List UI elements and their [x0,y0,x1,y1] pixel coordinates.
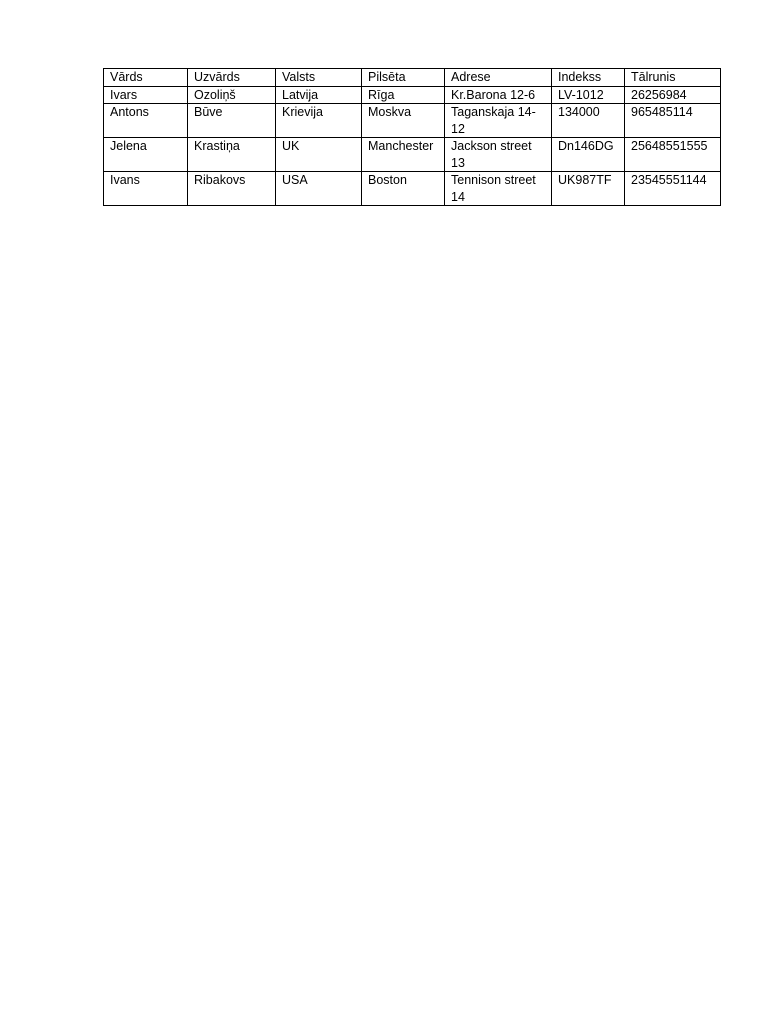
table-row [104,138,721,172]
table-cell: Ozoliņš [188,86,276,104]
table-cell: Antons [104,104,188,138]
table-cell: Ribakovs [188,172,276,206]
header-cell-vards: Vārds [104,69,188,87]
table-cell: Krastiņa [188,138,276,172]
table-row [104,104,721,138]
table-row [104,86,721,104]
table-cell: LV-1012 [552,86,625,104]
header-cell-indekss: Indekss [552,69,625,87]
table-cell: Jelena [104,138,188,172]
table-cell: Boston [362,172,445,206]
table-header-row [104,69,721,87]
header-cell-adrese: Adrese [445,69,552,87]
table-cell: 23545551144 [625,172,721,206]
table-cell: Taganskaja 14-12 [445,104,552,138]
table-cell: 965485114 [625,104,721,138]
table-cell: Ivars [104,86,188,104]
table-cell: 26256984 [625,86,721,104]
table-cell: 134000 [552,104,625,138]
contacts-table [103,68,721,206]
table-cell: UK [276,138,362,172]
table-row [104,172,721,206]
table-cell: USA [276,172,362,206]
header-cell-valsts: Valsts [276,69,362,87]
table-cell: UK987TF [552,172,625,206]
header-cell-pilseta: Pilsēta [362,69,445,87]
table-cell: Dn146DG [552,138,625,172]
table-cell: Moskva [362,104,445,138]
table-cell: Jackson street 13 [445,138,552,172]
table-cell: Ivans [104,172,188,206]
table-cell: Rīga [362,86,445,104]
table-cell: Būve [188,104,276,138]
table-cell: 25648551555 [625,138,721,172]
header-cell-uzvards: Uzvārds [188,69,276,87]
table-cell: Tennison street 14 [445,172,552,206]
table-cell: Latvija [276,86,362,104]
table-cell: Kr.Barona 12-6 [445,86,552,104]
table-cell: Manchester [362,138,445,172]
table-cell: Krievija [276,104,362,138]
header-cell-talrunis: Tālrunis [625,69,721,87]
